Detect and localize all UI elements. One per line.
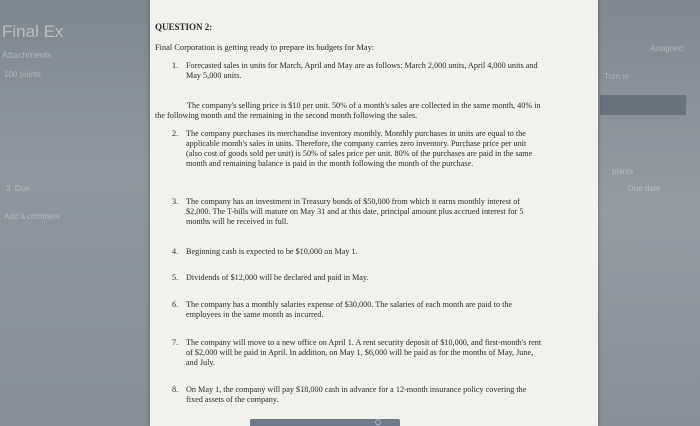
list-item — [155, 101, 547, 121]
item-text: The company will move to a new office on April 1. A rent security deposit of $10,000, and first-month's rent of $2,000 will be paid in April. In addition, on May 1, $6,000 will be paid as for the months of May, June, and July. — [186, 338, 542, 367]
item-text: The company has a monthly salaries expense of $30,000. The salaries of each month are paid to the employees in the same month as incurred. — [186, 300, 513, 319]
right-background-panel — [598, 0, 700, 426]
zoom-icon[interactable]: ○ — [375, 418, 382, 426]
question-document — [150, 0, 598, 426]
item-text: Forecasted sales in units for March, April and May are as follows: March 2,000 units, April 4,000 units and May 5,000 units. — [186, 61, 538, 80]
item-text: Dividends of $12,000 will be declared and paid in May. — [186, 273, 369, 282]
list-item — [172, 338, 542, 368]
item-number: 3. — [172, 197, 179, 206]
item-number: 2. — [172, 129, 179, 138]
item-number: 7. — [172, 338, 179, 347]
background-label: points — [612, 167, 634, 176]
item-text: Beginning cash is expected to be $10,000 on May 1. — [186, 247, 358, 256]
background-label: 3. Due — [6, 184, 30, 193]
background-label: Attachments — [2, 50, 53, 60]
item-number: 8. — [172, 385, 179, 394]
item-number: 5. — [172, 273, 179, 282]
item-text: The company has an investment in Treasury bonds of $50,000 from which it earns monthly interest of $2,000. The T-bills will mature on May 31 and at this date, principal amount plus accrued interest for 5 months will be received in full. — [186, 197, 524, 226]
list-item — [172, 61, 552, 81]
item-number: 4. — [172, 247, 179, 256]
item-text: The company purchases its merchandise inventory monthly. Monthly purchases in units are equal to the applicable month's sales in units. Therefore, the company carries zero inventory. Purchase price per unit (also cost of goods sold per unit) is 50% of sales price per unit. 80% of the purchases are paid in the same month and remaining balance is paid in the month following the month of the purchase. — [186, 129, 533, 168]
list-item — [172, 300, 542, 320]
item-number: 6. — [172, 300, 179, 309]
background-title: Final Ex — [2, 22, 64, 41]
background-button — [600, 95, 686, 115]
background-label: Turn in — [604, 72, 629, 81]
item-number: 1. — [172, 61, 179, 70]
list-item — [172, 129, 544, 169]
item-text: The company's selling price is $10 per unit. 50% of a month's sales are collected in the same month, 40% in the following month and the remaining in the second month following the sales. — [155, 101, 541, 120]
list-item — [172, 197, 542, 227]
background-label: Due date — [628, 184, 661, 193]
list-item — [172, 385, 542, 405]
background-label: Add a comment — [4, 212, 61, 221]
list-item — [172, 247, 542, 257]
item-text: On May 1, the company will pay $18,000 cash in advance for a 12-month insurance policy covering the fixed assets of the company. — [186, 385, 527, 404]
list-item — [172, 273, 542, 283]
question-intro: Final Corporation is getting ready to prepare its budgets for May: — [155, 43, 375, 52]
background-label: 100 points — [4, 70, 41, 79]
question-title: QUESTION 2: — [155, 22, 213, 32]
background-label: Assigned — [650, 44, 683, 53]
